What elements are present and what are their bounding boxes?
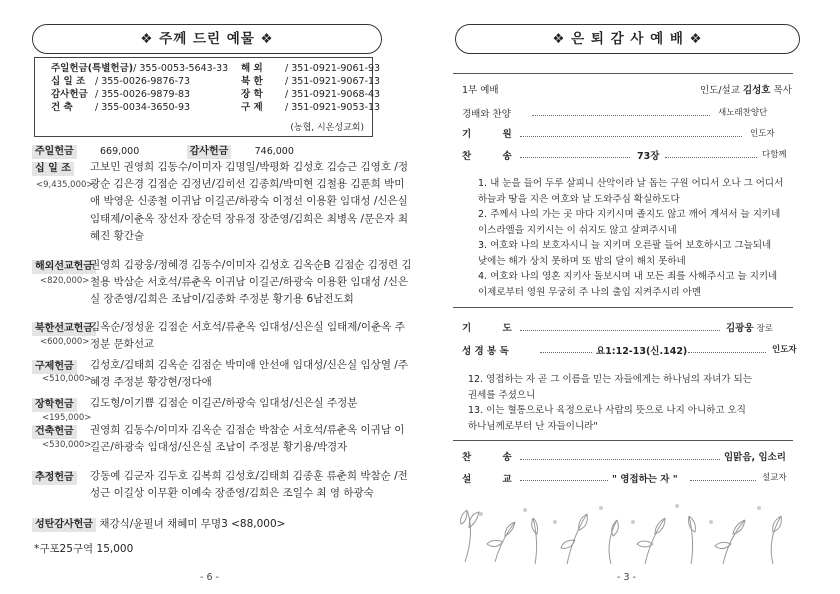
- mission-tag-wrap: [32, 258, 96, 275]
- overseas-mission-names: 권영희 김광웅/정혜경 김동수/이미자 김성호 김옥순B 김점순 김정련 김철용 박삼순 서호석/류춘옥 이귀남 이길곤/하광숙 이용환 임대성 /신은실 장준영/김희은 조남이/김종화 주정분 황기용 6남전도회: [90, 259, 412, 306]
- sunday-offering-amount: 669,000: [99, 146, 140, 157]
- hymn-number: 73장: [637, 151, 660, 162]
- verse-line: 12. 영접하는 자 곧 그 이름을 믿는 자들에게는 하나님의 자녀가 되는: [468, 374, 752, 385]
- christmas-offering-names: 채강식/윤필녀 채혜미 무명3 <88,000>: [99, 518, 286, 530]
- dots: [520, 157, 630, 158]
- building-names: 권영희 김동수/이미자 김옥순 김점순 박참순 서호석/류춘옥 이귀남 이길곤/하광숙 임대성/신은실 조남이 주정분 황기용/박경자: [90, 424, 405, 454]
- leaf-decoration: [455, 492, 795, 568]
- account-row: 건 축 / 355-0034-3650-93 구 제 / 351-0921-9053-13: [51, 102, 381, 113]
- invocation-label: 기 원: [462, 129, 526, 140]
- relief-names: 김성호/김태희 김옥순 김점순 박미애 안선애 임대성/신은실 임상열 /주혜경 주정분 황강현/정다애: [90, 359, 408, 389]
- overseas-mission-tag: 해외선교헌금: [32, 260, 96, 274]
- sunday-thanks-row: [32, 143, 294, 160]
- relief-tag: 구제헌금: [32, 360, 77, 374]
- sermon-value: 설교자: [762, 473, 787, 483]
- building-amount: <530,000>: [42, 440, 92, 450]
- account-row: 감사헌금 / 355-0026-9879-83 장 학 / 351-0921-9068-43: [51, 89, 381, 100]
- tithe-tag-wrap: [32, 160, 74, 177]
- prayer-leader: 김광웅 장로: [726, 323, 773, 334]
- divider: [453, 307, 793, 308]
- dots: [688, 352, 766, 353]
- hymn-line: 낮에는 해가 상치 못하며 또 밤의 달이 해치 못하네: [478, 255, 686, 267]
- scholarship-tag-wrap: [32, 396, 77, 413]
- scholarship-tag: 장학헌금: [32, 398, 77, 412]
- account-box: [34, 57, 381, 137]
- hymn-line: 4. 여호와 나의 영혼 지키사 돌보시며 내 모든 죄를 사해주시고 늘 지키네: [478, 271, 778, 282]
- offering-title: ❖ 주께 드린 예물 ❖: [32, 24, 382, 54]
- dots: [665, 157, 757, 158]
- page-number-right: - 3 -: [617, 572, 636, 583]
- leader-row: 인도/설교 김성호 목사: [700, 85, 792, 96]
- scholarship-amount: <195,000>: [42, 413, 92, 423]
- invocation-value: 인도자: [750, 129, 775, 139]
- hymn-line: 이제로부터 영원 무궁히 주 나의 출입 지켜주시리 아멘: [478, 286, 702, 298]
- dots: [532, 115, 710, 116]
- praise-label: 찬 송: [462, 452, 526, 463]
- praise-value: 임맑음, 임소리: [724, 452, 786, 463]
- extra-offering-tag: 추정헌금: [32, 471, 77, 485]
- nk-mission-amount: <600,000>: [40, 337, 90, 347]
- call-to-worship-label: 경배와 찬양: [462, 109, 511, 120]
- verse-line: 13. 이는 혈통으로나 육정으로나 사람의 뜻으로 나지 아니하고 오직: [468, 405, 746, 416]
- building-tag-wrap: [32, 423, 77, 440]
- page-number-left: - 6 -: [200, 572, 219, 583]
- extra-tag-wrap: [32, 469, 77, 486]
- prayer-label: 기 도: [462, 323, 526, 334]
- tithe-names: 고보민 권영희 김동수/이미자 김명일/박평화 김성호 김승근 김영호 /정광순 김은경 김점순 김정년/김히선 김종희/박미현 김철용 김푼희 박미애 박영운 신종철 이귀남 이길곤/하광숙 이정선 이용환 임대성 /신은실 임태제/이춘옥 장선자 장순덕 장유정 장준영/김희은 최병옥 /문은자 최혜진 황간술: [90, 161, 408, 242]
- nk-mission-tag: 북한선교헌금: [32, 322, 96, 336]
- hymn-line: 하늘과 땅을 지은 여호와 날 도와주심 확실하도다: [478, 193, 680, 205]
- christmas-offering-tag: 성탄감사헌금: [32, 518, 96, 532]
- thanks-offering-tag: 감사헌금: [187, 145, 232, 159]
- verse-line: 하나님께로부터 난 자들이니라": [468, 420, 598, 432]
- bank-name: (농협, 시온성교회): [290, 123, 364, 133]
- service-label: 1부 예배: [462, 85, 499, 96]
- hymn-lyrics: [478, 176, 796, 300]
- hymn-line: 이스라엘을 지키시는 이 쉬지도 않고 살펴주시네: [478, 224, 677, 236]
- nk-mission-names: 김옥순/정성윤 김점순 서호석/류춘옥 임대성/신은실 임태제/이춘옥 주정분 문화선교: [90, 321, 405, 351]
- nk-tag-wrap: [32, 320, 96, 337]
- divider: [453, 440, 793, 441]
- dots: [540, 352, 592, 353]
- tithe-amount: <9,435,000>: [36, 180, 94, 190]
- scripture-value: 인도자: [772, 345, 797, 355]
- dots: [690, 480, 756, 481]
- account-row: 주일헌금(특별헌금)/ 355-0053-5643-33 해 외 / 351-0921-9061-93: [51, 63, 381, 74]
- hymn-label: 찬 송: [462, 151, 526, 162]
- dots: [520, 136, 742, 137]
- scholarship-names: 김도형/이기쁨 김점순 이길곤/하광숙 임대성/신은실 주정분: [90, 397, 358, 409]
- sunday-offering-tag: 주일헌금: [32, 145, 77, 159]
- christmas-row: [32, 516, 285, 533]
- account-row: 십 일 조 / 355-0026-9876-73 북 한 / 351-0921-9067-13: [51, 76, 381, 87]
- hymn-line: 1. 내 눈을 들어 두루 살피니 산악이라 날 돕는 구원 어디서 오나 그 어디서: [478, 178, 784, 189]
- sermon-label: 설 교: [462, 474, 526, 485]
- hymn-value: 다함께: [762, 150, 787, 160]
- scripture-verses: [468, 372, 786, 434]
- building-tag: 건축헌금: [32, 425, 77, 439]
- call-to-worship-value: 새노래찬양단: [718, 108, 768, 118]
- relief-amount: <510,000>: [42, 374, 92, 384]
- hymn-line: 3. 여호와 나의 보호자시니 늘 지키며 오른팔 들어 보호하시고 그늘되네: [478, 240, 772, 251]
- hymn-line: 2. 주께서 나의 가는 곳 마다 지키시며 졸지도 않고 깨어 계셔서 늘 지키네: [478, 209, 781, 220]
- footnote: *구포25구역 15,000: [34, 543, 134, 555]
- relief-tag-wrap: [32, 358, 77, 375]
- scripture-reference: 요1:12-13(신.142): [596, 346, 688, 357]
- dots: [520, 480, 608, 481]
- dots: [520, 459, 720, 460]
- sermon-title: " 영접하는 자 ": [612, 474, 678, 485]
- thanks-offering-amount: 746,000: [254, 146, 294, 157]
- verse-line: 권세를 주셨으니: [468, 389, 536, 401]
- overseas-mission-amount: <820,000>: [40, 276, 90, 286]
- top-rule: [453, 73, 793, 74]
- tithe-tag: 십 일 조: [32, 162, 74, 176]
- service-title: ❖ 은 퇴 감 사 예 배 ❖: [455, 24, 800, 54]
- scripture-label: 성 경 봉 독: [462, 346, 509, 357]
- dots: [520, 330, 720, 331]
- extra-offering-names: 강동예 김군자 김두호 김복희 김성호/김태희 김종훈 류춘희 박참순 /전성근 이길상 이무환 이예숙 장준영/김희은 조일수 최 영 하광숙: [90, 470, 408, 500]
